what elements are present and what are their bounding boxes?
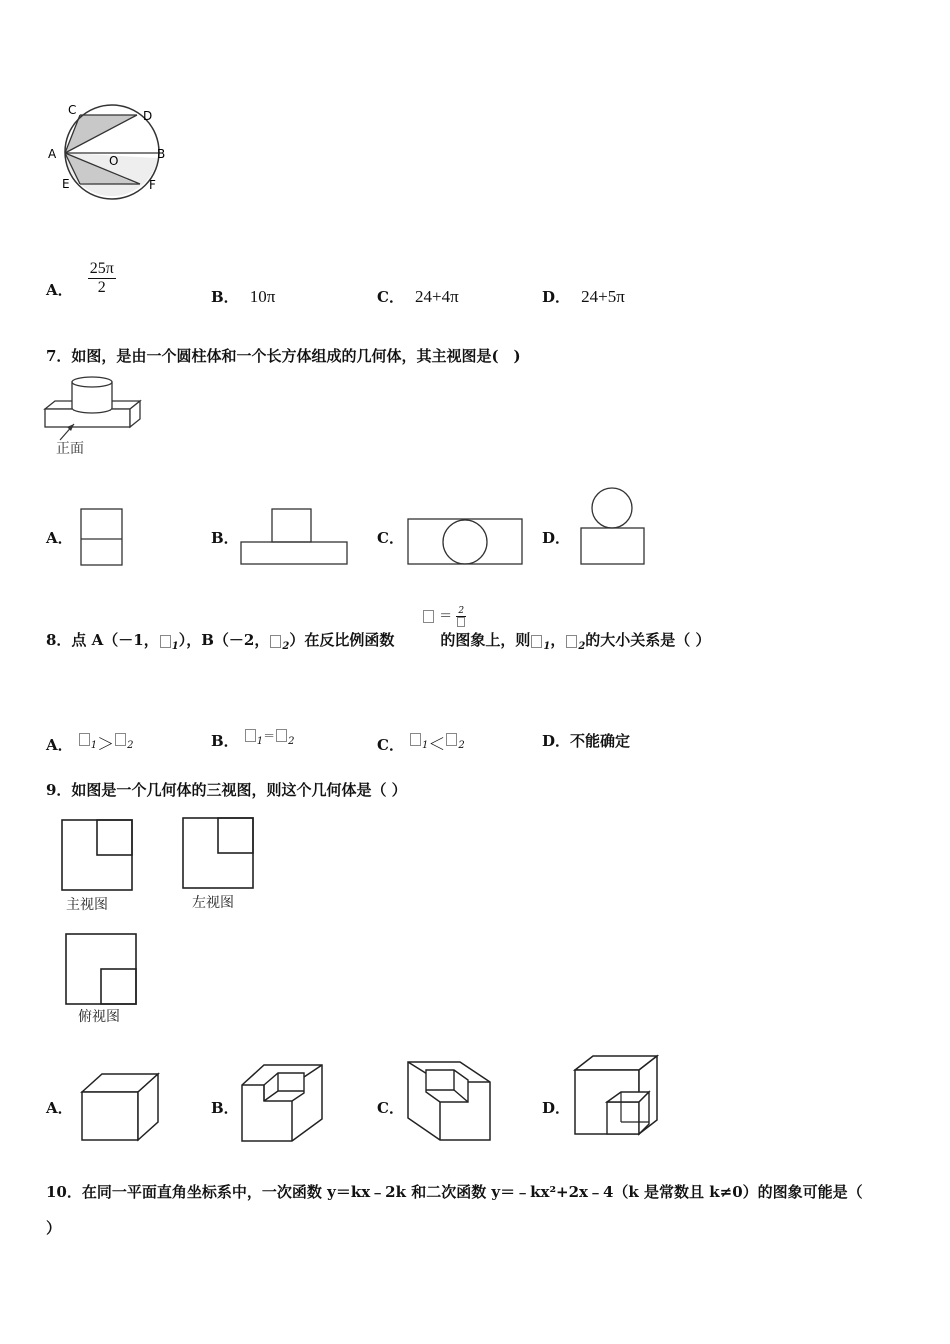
option-value: 10π [249, 287, 276, 306]
subscript: 1 [171, 641, 179, 652]
q7-option-c-letter: C． [377, 529, 404, 547]
subscript: 1 [256, 736, 264, 748]
q8-text [46, 629, 711, 652]
fraction [456, 606, 466, 628]
fraction-denominator [456, 617, 466, 628]
fraction-denominator: 2 [97, 279, 106, 296]
option-letter: D． [542, 288, 571, 306]
relation-symbol: ＜ [428, 735, 446, 754]
q9-option-b-letter: B． [211, 1099, 239, 1117]
q9-option-c-figure [404, 1058, 496, 1144]
label-c: C [68, 103, 77, 117]
fraction-numerator: 2 [456, 606, 466, 617]
option-letter: B． [211, 288, 239, 306]
equals-sign: ＝ [439, 609, 453, 624]
relation-symbol: ＞ [97, 735, 115, 754]
left-view-label: 左视图 [192, 895, 234, 911]
top-view-figure [62, 931, 144, 1027]
label-f: F [149, 178, 156, 192]
subscript: 2 [127, 740, 134, 752]
q7-option-b-letter: B． [211, 529, 239, 547]
option-letter: D． [542, 732, 571, 750]
q10-text-close: ） [46, 1219, 62, 1237]
label-o: O [109, 154, 119, 168]
option-letter: A． [46, 281, 73, 299]
q9-text: 9．如图是一个几何体的三视图，则这个几何体是（ ） [46, 781, 407, 799]
front-view-figure [58, 816, 140, 914]
q9-option-c-letter: C． [377, 1099, 404, 1117]
missing-glyph-icon [115, 733, 126, 746]
inverse-function-formula [422, 605, 466, 627]
q8-text-part: ），B（－2， [178, 631, 270, 649]
top-view-label: 俯视图 [78, 1009, 120, 1025]
q7-option-a-figure [78, 506, 126, 568]
q6-option-b [211, 286, 275, 307]
front-label: 正面 [56, 441, 84, 457]
q8-text-part: ， [550, 631, 566, 649]
q8-option-d [542, 730, 630, 751]
q7-option-d-figure [577, 486, 647, 568]
subscript: 1 [543, 641, 551, 652]
subscript: 2 [288, 736, 295, 748]
front-view-label: 主视图 [66, 897, 108, 913]
q9-option-b-figure [238, 1061, 328, 1145]
option-letter: C． [377, 736, 404, 754]
left-view-figure [180, 816, 262, 914]
missing-glyph-icon [270, 635, 281, 648]
subscript: 2 [578, 641, 586, 652]
q9-option-a-figure [78, 1070, 162, 1144]
relation-symbol: ＝ [263, 729, 276, 743]
option-letter: C． [377, 288, 404, 306]
q6-option-a [46, 260, 116, 297]
q8-text-part: 的大小关系是（ ） [585, 631, 711, 649]
q8-text-part: 的图象上，则 [440, 631, 531, 649]
q8-option-c [377, 730, 465, 757]
missing-glyph-icon [566, 635, 577, 648]
subscript: 1 [90, 740, 98, 752]
q8-text-part: 8．点 A（－1， [46, 631, 159, 649]
q7-option-c-figure [405, 516, 525, 568]
q6-option-d [542, 286, 625, 307]
q7-option-a-letter: A． [46, 529, 73, 547]
option-letter: A． [46, 736, 73, 754]
missing-glyph-icon [531, 635, 542, 648]
missing-glyph-icon [276, 729, 287, 742]
missing-glyph-icon [79, 733, 90, 746]
q7-option-b-figure [238, 506, 350, 568]
q7-text: 7．如图，是由一个圆柱体和一个长方体组成的几何体，其主视图是( ) [46, 347, 521, 365]
q8-option-a [46, 730, 133, 757]
subscript: 2 [458, 740, 465, 752]
missing-glyph-icon [410, 733, 421, 746]
label-a: A [48, 147, 57, 161]
subscript: 2 [282, 641, 290, 652]
option-value: 24+5π [581, 287, 625, 306]
q6-option-c [377, 286, 459, 307]
fraction [88, 260, 116, 297]
circle-figure [40, 100, 175, 205]
missing-glyph-icon [423, 610, 434, 623]
label-b: B [157, 147, 166, 161]
q9-option-d-figure [571, 1052, 663, 1138]
q9-option-a-letter: A． [46, 1099, 73, 1117]
label-e: E [62, 177, 70, 191]
label-d: D [143, 109, 153, 123]
q8-text-part: ）在反比例函数 [289, 631, 395, 649]
missing-glyph-icon [457, 617, 465, 627]
q8-option-b [211, 730, 295, 753]
q10-text: 10．在同一平面直角坐标系中，一次函数 y＝kx﹣2k 和二次函数 y＝﹣kx²+2x﹣4（k 是常数且 k≠0）的图象可能是（ [46, 1183, 863, 1201]
cylinder-box-figure [40, 372, 150, 462]
q9-option-d-letter: D． [542, 1099, 571, 1117]
option-value: 不能确定 [570, 732, 631, 750]
missing-glyph-icon [446, 733, 457, 746]
q7-option-d-letter: D． [542, 529, 571, 547]
fraction-numerator: 25π [89, 260, 114, 277]
option-letter: B． [211, 732, 239, 750]
option-value: 24+4π [415, 287, 459, 306]
missing-glyph-icon [160, 635, 171, 648]
missing-glyph-icon [245, 729, 256, 742]
subscript: 1 [422, 740, 429, 752]
